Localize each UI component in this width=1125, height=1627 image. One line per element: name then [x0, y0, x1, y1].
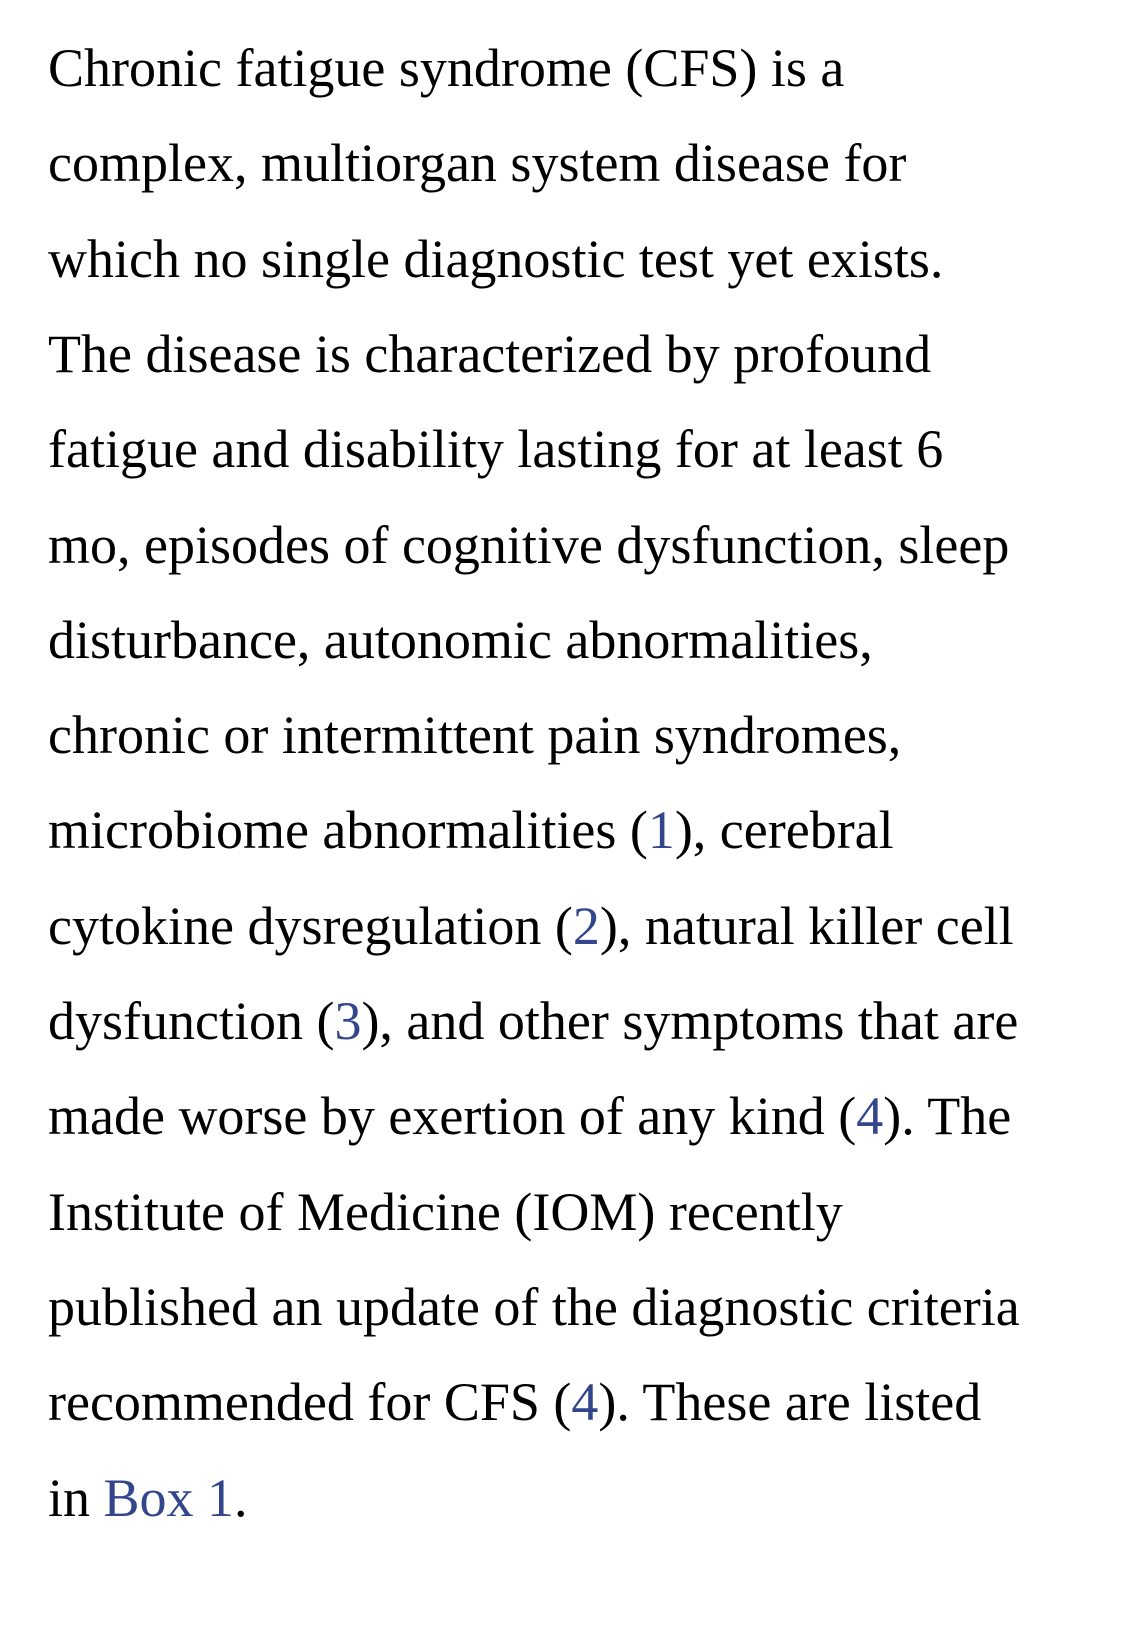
- reference-link[interactable]: 4: [571, 1372, 599, 1433]
- paragraph-line: [48, 1372, 981, 1432]
- text-segment: ). These are listed: [598, 1372, 982, 1433]
- text-segment: microbiome abnormalities (: [48, 800, 648, 861]
- text-segment: The disease is characterized by profound: [48, 323, 932, 384]
- text-segment: published an update of the diagnostic criteria: [48, 1276, 1020, 1337]
- text-segment: fatigue and disability lasting for at least 6: [48, 419, 944, 480]
- paragraph-line: [48, 705, 901, 765]
- text-segment: ), natural killer cell: [599, 895, 1014, 956]
- text-segment: dysfunction (: [48, 991, 335, 1051]
- text-segment: disturbance, autonomic abnormalities,: [48, 609, 873, 670]
- paragraph-line: [48, 38, 844, 98]
- text-segment: complex, multiorgan system disease for: [48, 133, 907, 194]
- text-segment: mo, episodes of cognitive dysfunction, sleep: [48, 514, 1010, 575]
- paragraph-line: [48, 1468, 248, 1528]
- paragraph-line: [48, 515, 1009, 575]
- reference-link[interactable]: 3: [334, 991, 362, 1051]
- paragraph-line: [48, 229, 943, 289]
- text-segment: chronic or intermittent pain syndromes,: [48, 705, 902, 766]
- text-segment: which no single diagnostic test yet exists.: [48, 228, 944, 289]
- text-segment: ). The: [883, 1086, 1012, 1147]
- paragraph-line: [48, 991, 1018, 1051]
- text-segment: Chronic fatigue syndrome (CFS) is a: [48, 38, 845, 98]
- box-link[interactable]: Box 1: [103, 1467, 235, 1528]
- paragraph-line: [48, 896, 1014, 956]
- paragraph-line: [48, 800, 894, 860]
- paragraph-line: [48, 419, 943, 479]
- text-segment: .: [234, 1467, 248, 1528]
- text-segment: ), and other symptoms that are: [361, 991, 1019, 1051]
- reference-link[interactable]: 1: [647, 800, 675, 861]
- paragraph-line: [48, 324, 931, 384]
- paragraph-line: [48, 1086, 1011, 1146]
- text-segment: ), cerebral: [674, 800, 894, 861]
- paragraph-line: [48, 610, 873, 670]
- text-segment: recommended for CFS (: [48, 1372, 572, 1433]
- paragraph-line: [48, 1277, 1020, 1337]
- paragraph-line: [48, 133, 906, 193]
- text-segment: Institute of Medicine (IOM) recently: [48, 1181, 843, 1242]
- reference-link[interactable]: 4: [856, 1086, 884, 1147]
- text-segment: cytokine dysregulation (: [48, 895, 573, 956]
- text-segment: in: [48, 1467, 104, 1528]
- text-segment: made worse by exertion of any kind (: [48, 1086, 857, 1147]
- paragraph-line: [48, 1182, 843, 1242]
- reference-link[interactable]: 2: [572, 895, 600, 956]
